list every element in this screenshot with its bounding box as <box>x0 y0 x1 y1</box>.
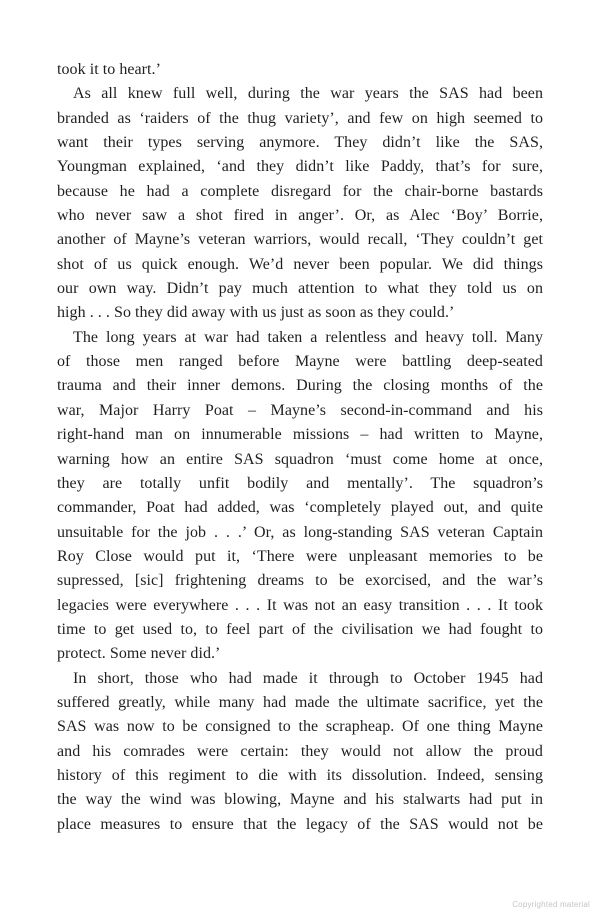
text-line: shot of us quick enough. We’d never been popular. We did things <box>57 255 543 273</box>
copyright-notice: Copyrighted material <box>512 900 590 909</box>
text-line: took it to heart.’ <box>57 61 161 78</box>
text-line: SAS was now to be consigned to the scrapheap. Of one thing Mayne <box>57 718 543 736</box>
text-line: branded as ‘raiders of the thug variety’, and few on high seemed to <box>57 109 543 127</box>
text-line: the way the wind was blowing, Mayne and his stalwarts had put in <box>57 791 543 809</box>
text-line: war, Major Harry Poat – Mayne’s second-in-command and his <box>57 401 543 419</box>
text-line: because he had a complete disregard for the chair-borne bastards <box>57 182 543 200</box>
text-line: of those men ranged before Mayne were battling deep-seated <box>57 353 543 371</box>
text-line: place measures to ensure that the legacy of the SAS would not be <box>57 815 543 833</box>
text-line: want their types serving anymore. They didn’t like the SAS, <box>57 134 543 152</box>
text-line: right-hand man on innumerable missions – had written to Mayne, <box>57 426 543 444</box>
text-line: who never saw a shot fired in anger’. Or, as Alec ‘Boy’ Borrie, <box>57 207 543 225</box>
text-line: As all knew full well, during the war years the SAS had been <box>73 85 543 103</box>
text-line: suffered greatly, while many had made the ultimate sacrifice, yet the <box>57 693 543 711</box>
paragraph <box>57 58 543 82</box>
text-line: warning how an entire SAS squadron ‘must come home at once, <box>57 450 543 468</box>
text-line: trauma and their inner demons. During the closing months of the <box>57 377 543 395</box>
text-line: Youngman explained, ‘and they didn’t like Paddy, that’s for sure, <box>57 158 543 176</box>
page-text <box>57 58 543 837</box>
text-line: history of this regiment to die with its dissolution. Indeed, sensing <box>57 766 543 784</box>
paragraph <box>57 667 543 837</box>
text-line: Roy Close would put it, ‘There were unpleasant memories to be <box>57 547 543 565</box>
text-line: another of Mayne’s veteran warriors, would recall, ‘They couldn’t get <box>57 231 543 249</box>
text-line: time to get used to, to feel part of the civilisation we had fought to <box>57 620 543 638</box>
text-line: our own way. Didn’t pay much attention to what they told us on <box>57 280 543 298</box>
text-line: supressed, [sic] frightening dreams to be exorcised, and the war’s <box>57 572 543 590</box>
text-line: legacies were everywhere . . . It was not an easy transition . . . It took <box>57 596 543 614</box>
text-line: high . . . So they did away with us just as soon as they could.’ <box>57 304 455 322</box>
text-line: protect. Some never did.’ <box>57 645 221 663</box>
text-line: unsuitable for the job . . .’ Or, as long-standing SAS veteran Captain <box>57 523 543 541</box>
text-line: they are totally unfit bodily and mentally’. The squadron’s <box>57 474 543 492</box>
text-line: and his comrades were certain: they would not allow the proud <box>57 742 543 760</box>
text-line: The long years at war had taken a relentless and heavy toll. Many <box>73 328 543 346</box>
text-line: commander, Poat had added, was ‘completely played out, and quite <box>57 499 543 517</box>
paragraph <box>57 326 543 667</box>
text-line: In short, those who had made it through to October 1945 had <box>73 669 543 687</box>
paragraph <box>57 82 543 325</box>
